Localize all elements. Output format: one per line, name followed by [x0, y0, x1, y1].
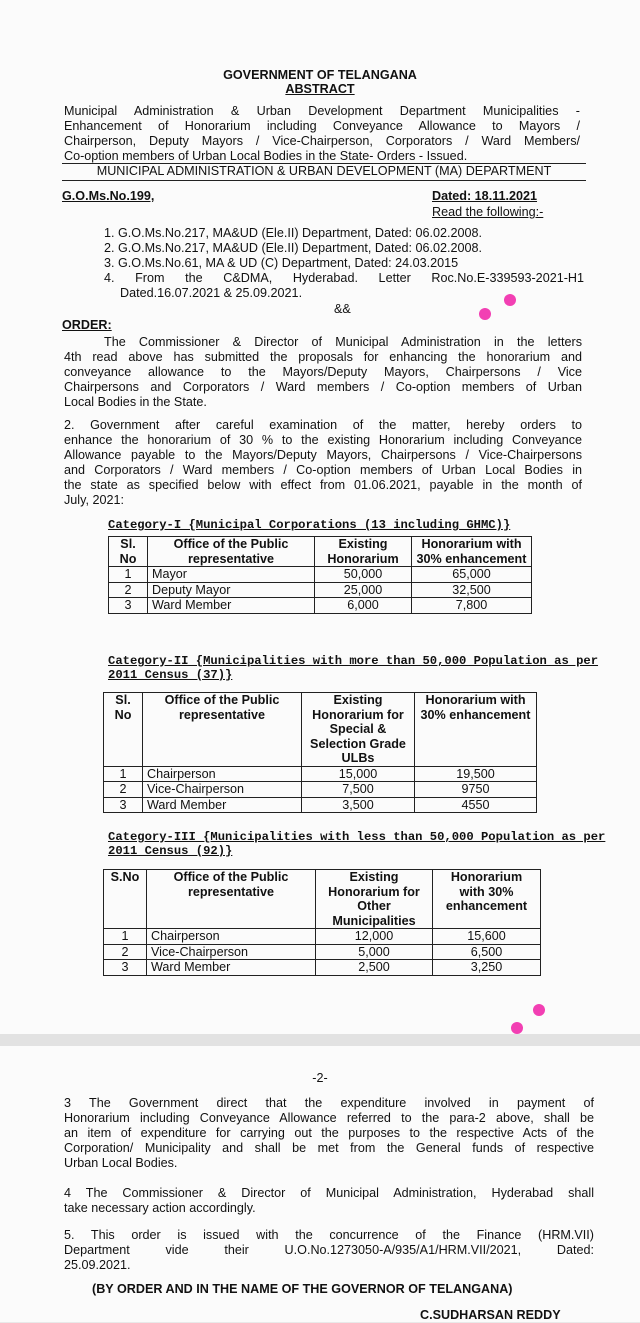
cell-office: Mayor — [148, 567, 315, 583]
cell-sl: 1 — [104, 929, 147, 945]
table-row — [104, 960, 541, 976]
category-1-table — [108, 536, 532, 614]
cell-office: Chairperson — [147, 929, 316, 945]
page-gap — [0, 1034, 640, 1046]
category-2-table — [103, 692, 537, 813]
header-existing: Existing Honorarium for Special & Selection Grade ULBs — [302, 693, 415, 767]
paragraph-line: 25.09.2021. — [64, 1258, 131, 1272]
governor-order-line: (BY ORDER AND IN THE NAME OF THE GOVERNOR OF TELANGANA) — [92, 1282, 513, 1296]
subject-line: Co-option members of Urban Local Bodies in the State- Orders - Issued. — [64, 149, 468, 163]
paragraph-line: the state as specified below with effect from 01.06.2021, payable in the month of — [64, 478, 582, 492]
order-paragraph-1 — [64, 335, 582, 410]
header-office: Office of the Public representative — [143, 693, 302, 767]
header-office: Office of the Public representative — [147, 870, 316, 929]
paragraph-line: Local Bodies in the State. — [64, 395, 207, 409]
paragraph-line: July, 2021: — [64, 493, 124, 507]
paragraph-3 — [64, 1096, 594, 1171]
cell-existing: 50,000 — [315, 567, 412, 583]
cell-sl: 2 — [104, 944, 147, 960]
subject-line: Municipal Administration & Urban Development Department Municipalities - — [64, 104, 580, 118]
header-sl-no: Sl. No — [104, 693, 143, 767]
paragraph-5 — [64, 1228, 594, 1273]
paragraph-line: Chairpersons and Corporators / Ward members / Co-option members of Urban — [64, 380, 582, 394]
cell-existing: 3,500 — [302, 797, 415, 813]
paragraph-line: Corporation/ Municipality and shall be met from the General funds of respective — [64, 1141, 594, 1155]
cell-existing: 7,500 — [302, 782, 415, 798]
signatory-name: C.SUDHARSAN REDDY — [420, 1308, 561, 1322]
cell-sl: 3 — [104, 797, 143, 813]
paragraph-4 — [64, 1186, 594, 1216]
category-2-title-line: 2011 Census (37)} — [108, 668, 233, 682]
pink-dot-marker — [511, 1022, 523, 1034]
paragraph-line: Urban Local Bodies. — [64, 1156, 178, 1170]
subject-line: Enhancement of Honorarium including Conveyance Allowance to Mayors / — [64, 119, 580, 133]
table-row — [104, 797, 537, 813]
cell-existing: 5,000 — [316, 944, 433, 960]
reference-item: 1. G.O.Ms.No.217, MA&UD (Ele.II) Department, Dated: 06.02.2008. — [104, 226, 482, 240]
category-2-title-line: Category-II {Municipalities with more than 50,000 Population as per — [108, 654, 599, 668]
cell-enhanced: 4550 — [415, 797, 537, 813]
cell-enhanced: 9750 — [415, 782, 537, 798]
paragraph-line: enhance the honorarium of 30 % to the existing Honorarium including Conveyance — [64, 433, 582, 447]
cell-existing: 12,000 — [316, 929, 433, 945]
cell-office: Vice-Chairperson — [143, 782, 302, 798]
reference-item: 2. G.O.Ms.No.217, MA&UD (Ele.II) Department, Dated: 06.02.2008. — [104, 241, 482, 255]
government-heading: GOVERNMENT OF TELANGANA — [223, 68, 417, 82]
paragraph-line: The Commissioner & Director of Municipal Administration in the letters — [104, 335, 582, 349]
header-enhanced: Honorarium with 30% enhancement — [412, 537, 532, 567]
header-sl-no: Sl. No — [109, 537, 148, 567]
header-enhanced: Honorarium with 30% enhancement — [415, 693, 537, 767]
cell-existing: 15,000 — [302, 766, 415, 782]
category-3-title — [108, 830, 605, 858]
paragraph-line: take necessary action accordingly. — [64, 1201, 256, 1215]
category-2-title — [108, 654, 598, 682]
reference-item: 3. G.O.Ms.No.61, MA & UD (C) Department, Dated: 24.03.2015 — [104, 256, 459, 270]
cell-office: Ward Member — [147, 960, 316, 976]
cell-sl: 1 — [104, 766, 143, 782]
cell-existing: 2,500 — [316, 960, 433, 976]
category-3-table — [103, 869, 541, 976]
paragraph-line: 4 The Commissioner & Director of Municipal Administration, Hyderabad shall — [64, 1186, 594, 1200]
go-date: Dated: 18.11.2021 — [432, 189, 538, 203]
page-number: -2- — [312, 1071, 328, 1085]
paragraph-line: 3 The Government direct that the expenditure involved in payment of — [64, 1096, 594, 1110]
go-number: G.O.Ms.No.199, — [62, 189, 155, 203]
cell-existing: 25,000 — [315, 582, 412, 598]
cell-existing: 6,000 — [315, 598, 412, 614]
references-list — [104, 226, 584, 301]
cell-office: Ward Member — [143, 797, 302, 813]
cell-sl: 1 — [109, 567, 148, 583]
header-sl-no: S.No — [104, 870, 147, 929]
paragraph-line: conveyance allowance to the Mayors/Deputy Mayors, Chairpersons / Vice — [64, 365, 582, 379]
pink-dot-marker — [504, 294, 516, 306]
cell-sl: 3 — [104, 960, 147, 976]
paragraph-line: and Corporators / Ward members / Co-option members of Urban Local Bodies in — [64, 463, 582, 477]
paragraph-line: Honorarium including Conveyance Allowance referred to the para-2 above, shall be — [64, 1111, 594, 1125]
table-row — [109, 567, 532, 583]
cell-office: Vice-Chairperson — [147, 944, 316, 960]
pink-dot-marker — [533, 1004, 545, 1016]
table-row — [104, 929, 541, 945]
cell-enhanced: 65,000 — [412, 567, 532, 583]
document-page-2 — [0, 1046, 640, 1322]
cell-sl: 2 — [109, 582, 148, 598]
department-divider — [62, 180, 586, 181]
abstract-heading: ABSTRACT — [285, 82, 355, 96]
paragraph-line: Allowance payable to the Mayors/Deputy Mayors, Chairpersons / Vice-Chairpersons — [64, 448, 582, 462]
paragraph-line: 2. Government after careful examination of the matter, hereby orders to — [64, 418, 582, 432]
paragraph-line: 4th read above has submitted the proposals for enhancing the honorarium and — [64, 350, 582, 364]
table-row — [104, 944, 541, 960]
separator-mark: && — [334, 302, 351, 316]
cell-enhanced: 3,250 — [433, 960, 541, 976]
order-paragraph-2 — [64, 418, 582, 508]
table-row — [104, 766, 537, 782]
paragraph-line: Department vide their U.O.No.1273050-A/935/A1/HRM.VII/2021, Dated: — [64, 1243, 594, 1257]
cell-office: Deputy Mayor — [148, 582, 315, 598]
cell-enhanced: 19,500 — [415, 766, 537, 782]
reference-item: Dated.16.07.2021 & 25.09.2021. — [120, 286, 303, 300]
department-heading: MUNICIPAL ADMINISTRATION & URBAN DEVELOPMENT (MA) DEPARTMENT — [96, 164, 552, 178]
header-existing: Existing Honorarium — [315, 537, 412, 567]
subject-line: Chairperson, Deputy Mayors / Vice-Chairperson, Corporators / Ward Members/ — [64, 134, 580, 148]
table-row — [109, 582, 532, 598]
cell-office: Ward Member — [148, 598, 315, 614]
cell-enhanced: 15,600 — [433, 929, 541, 945]
category-3-title-line: 2011 Census (92)} — [108, 844, 233, 858]
category-1-title: Category-I {Municipal Corporations (13 including GHMC)} — [108, 518, 511, 532]
header-enhanced: Honorarium with 30% enhancement — [433, 870, 541, 929]
cell-enhanced: 7,800 — [412, 598, 532, 614]
category-3-title-line: Category-III {Municipalities with less than 50,000 Population as per — [108, 830, 606, 844]
subject-block — [64, 104, 580, 164]
cell-sl: 2 — [104, 782, 143, 798]
reference-item: 4. From the C&DMA, Hyderabad. Letter Roc.No.E-339593-2021-H1 — [104, 271, 584, 285]
cell-enhanced: 6,500 — [433, 944, 541, 960]
table-row — [109, 598, 532, 614]
cell-sl: 3 — [109, 598, 148, 614]
header-office: Office of the Public representative — [148, 537, 315, 567]
order-heading: ORDER: — [62, 318, 112, 332]
header-existing: Existing Honorarium for Other Municipalities — [316, 870, 433, 929]
table-row — [104, 782, 537, 798]
paragraph-line: an item of expenditure for carrying out the purposes to the respective Acts of the — [64, 1126, 594, 1140]
paragraph-line: 5. This order is issued with the concurrence of the Finance (HRM.VII) — [64, 1228, 594, 1242]
pink-dot-marker — [479, 308, 491, 320]
read-following: Read the following:- — [432, 205, 544, 219]
cell-office: Chairperson — [143, 766, 302, 782]
cell-enhanced: 32,500 — [412, 582, 532, 598]
